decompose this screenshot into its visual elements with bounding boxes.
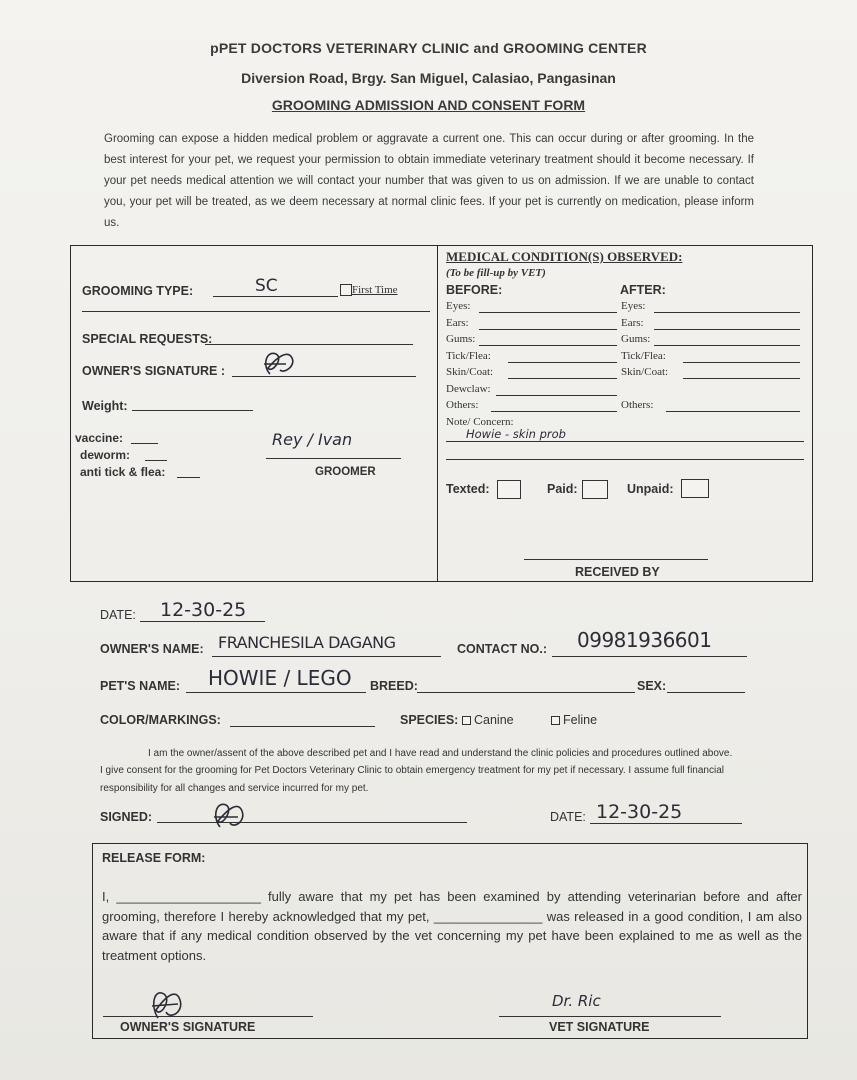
canine-checkbox[interactable] xyxy=(462,716,471,725)
paid-label: Paid: xyxy=(547,482,578,496)
breed-label: BREED: xyxy=(370,679,418,693)
date-label: DATE: xyxy=(100,608,136,622)
consent-signature-scribble xyxy=(210,795,250,837)
after-label: AFTER: xyxy=(620,283,666,297)
color-line[interactable] xyxy=(230,726,375,727)
signed-line[interactable] xyxy=(157,822,467,823)
release-text: I, ____________________ fully aware that my pet has been examined by attending veterinarian before and after grooming, therefore I hereby acknowledged that my pet, _______________ was released in a good condition, I am also aware that if any medical condition observed by the vet concerning my pet have been explained to me as well as the treatment options. xyxy=(102,889,802,963)
before-row-label: Others: xyxy=(446,399,479,411)
after-row-line[interactable] xyxy=(654,329,800,330)
consent-text-line1: I am the owner/assent of the above described pet and I have read and understand the clinic policies and procedures outlined above. xyxy=(148,748,733,759)
owner-name-value[interactable]: FRANCHESILA DAGANG xyxy=(218,633,396,652)
sex-label: SEX: xyxy=(637,679,667,693)
color-label: COLOR/MARKINGS: xyxy=(100,713,221,727)
release-title: RELEASE FORM: xyxy=(102,851,206,865)
owner-signature-scribble xyxy=(258,344,302,384)
before-row-line[interactable] xyxy=(479,312,617,313)
species-label: SPECIES: xyxy=(400,713,459,727)
contact-value[interactable]: 09981936601 xyxy=(577,628,712,652)
before-row-label: Tick/Flea: xyxy=(446,349,491,362)
special-requests-line[interactable] xyxy=(205,344,413,345)
contact-label: CONTACT NO.: xyxy=(457,642,548,656)
after-row-label: Ears: xyxy=(621,316,644,329)
after-row-label: Tick/Flea: xyxy=(621,349,666,362)
before-row-line[interactable] xyxy=(508,378,617,379)
sex-line[interactable] xyxy=(667,692,745,693)
note-value[interactable]: Howie - skin prob xyxy=(466,427,566,441)
breed-line[interactable] xyxy=(417,692,635,693)
before-row-label: Ears: xyxy=(446,316,469,329)
anti-tick-line[interactable] xyxy=(177,477,200,478)
column-divider xyxy=(437,246,438,581)
clinic-address: Diversion Road, Brgy. San Miguel, Calasiao, Pangasinan xyxy=(241,70,616,86)
after-row-label: Eyes: xyxy=(621,300,646,312)
consent-date-line xyxy=(590,823,742,824)
intro-paragraph: Grooming can expose a hidden medical problem or aggravate a current one. This can occur during or after grooming. In the best interest for your pet, we request your permission to obtain immediate veterinary treatment should it become necessary. If your pet needs medical attention we will contact your number that was given to us on admission. If we are unable to contact you, your pet will be treated, as we deem necessary at normal clinic fees. If your pet is currently on medication, please inform us. xyxy=(104,133,754,229)
after-row-label: Gums: xyxy=(621,333,651,345)
texted-label: Texted: xyxy=(446,482,490,496)
pet-name-label: PET'S NAME: xyxy=(100,679,181,693)
groomer-line xyxy=(266,458,401,459)
signed-label: SIGNED: xyxy=(100,810,153,824)
contact-line xyxy=(552,656,747,657)
deworm-label: deworm: xyxy=(80,448,131,462)
before-row-line[interactable] xyxy=(479,345,617,346)
consent-date-label: DATE: xyxy=(550,810,586,824)
canine-label: Canine xyxy=(474,713,514,727)
owner-name-line xyxy=(212,656,441,657)
received-by-label: RECEIVED BY xyxy=(575,565,660,579)
vet-signature-line[interactable] xyxy=(499,1016,721,1017)
pet-name-value[interactable]: HOWIE / LEGO xyxy=(208,666,352,690)
grooming-type-label: GROOMING TYPE: xyxy=(82,284,194,298)
consent-text-rest: I give consent for the grooming for Pet Doctors Veterinary Clinic to obtain emergency treatment for my pet if necessary. I assume full financial responsibility for all changes and service incurred for my pet. xyxy=(100,765,724,794)
date-value[interactable]: 12-30-25 xyxy=(160,599,247,621)
anti-tick-label: anti tick & flea: xyxy=(80,465,166,479)
weight-line[interactable] xyxy=(132,410,253,411)
first-time-label: First Time xyxy=(352,284,398,296)
date-line xyxy=(140,621,265,622)
before-row-line[interactable] xyxy=(491,411,617,412)
consent-date-value[interactable]: 12-30-25 xyxy=(596,801,683,823)
grooming-type-value[interactable]: SC xyxy=(255,276,278,296)
feline-checkbox[interactable] xyxy=(551,716,560,725)
vet-signature-label: VET SIGNATURE xyxy=(549,1020,650,1034)
before-row-label: Gums: xyxy=(446,333,476,345)
owner-signature-label: OWNER'S SIGNATURE : xyxy=(82,364,226,378)
owner-name-label: OWNER'S NAME: xyxy=(100,642,204,656)
note-label: Note/ Concern: xyxy=(446,416,514,428)
vet-signature-value: Dr. Ric xyxy=(552,992,601,1010)
vaccine-label: vaccine: xyxy=(75,431,124,445)
after-row-line[interactable] xyxy=(654,312,800,313)
before-row-label: Skin/Coat: xyxy=(446,366,494,378)
before-row-line[interactable] xyxy=(496,395,617,396)
medical-title: MEDICAL CONDITION(S) OBSERVED: xyxy=(446,249,683,264)
weight-label: Weight: xyxy=(82,399,128,413)
clinic-name: pPET DOCTORS VETERINARY CLINIC and GROOMING CENTER xyxy=(210,40,647,56)
texted-checkbox[interactable] xyxy=(497,480,521,499)
groomer-label: GROOMER xyxy=(315,466,376,478)
received-by-line[interactable] xyxy=(524,559,708,560)
after-row-label: Skin/Coat: xyxy=(621,366,669,378)
pet-name-line xyxy=(186,692,366,693)
note-line-2 xyxy=(446,459,804,460)
unpaid-checkbox[interactable] xyxy=(681,479,709,498)
after-row-line[interactable] xyxy=(683,378,800,379)
feline-label: Feline xyxy=(563,713,598,727)
after-row-line[interactable] xyxy=(683,362,800,363)
before-row-label: Dewclaw: xyxy=(446,382,491,395)
before-row-label: Eyes: xyxy=(446,300,471,312)
before-row-line[interactable] xyxy=(479,329,617,330)
first-time-checkbox[interactable] xyxy=(340,284,352,296)
release-owner-signature-label: OWNER'S SIGNATURE xyxy=(120,1020,256,1034)
form-title: GROOMING ADMISSION AND CONSENT FORM xyxy=(271,97,586,113)
vaccine-line[interactable] xyxy=(131,443,158,444)
unpaid-label: Unpaid: xyxy=(627,482,674,496)
note-line-1 xyxy=(446,441,804,442)
deworm-line[interactable] xyxy=(145,460,167,461)
grooming-type-extra-line xyxy=(82,311,430,312)
groomer-value[interactable]: Rey / Ivan xyxy=(272,430,353,449)
after-row-line[interactable] xyxy=(654,345,800,346)
before-label: BEFORE: xyxy=(446,283,503,297)
after-row-label: Others: xyxy=(621,399,654,411)
paid-checkbox[interactable] xyxy=(582,480,608,499)
after-row-line[interactable] xyxy=(666,411,800,412)
before-row-line[interactable] xyxy=(508,362,617,363)
release-owner-signature-line[interactable] xyxy=(103,1016,313,1017)
special-requests-label: SPECIAL REQUESTS: xyxy=(82,332,213,346)
medical-subtitle: (To be fill-up by VET) xyxy=(446,267,546,279)
grooming-type-line xyxy=(213,296,338,297)
